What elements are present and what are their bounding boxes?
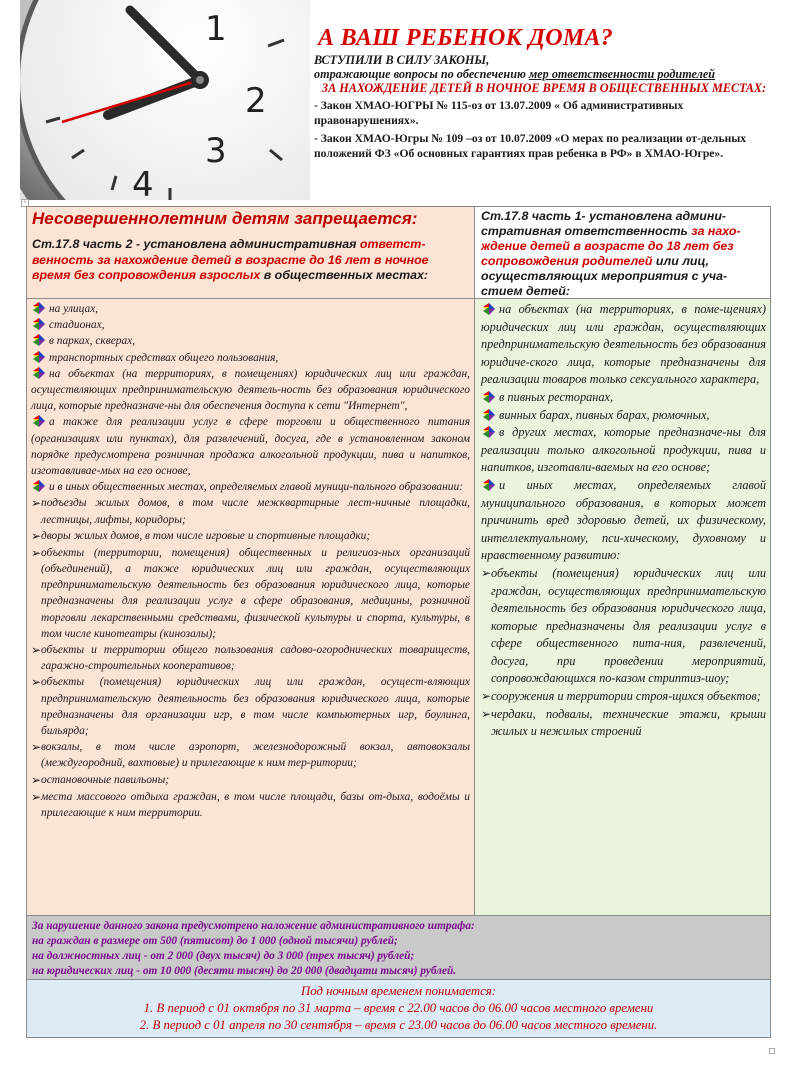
right-list-item [481,424,766,477]
left-list-item-text: транспортных средствах общего пользования, [49,351,279,364]
right-header [475,207,770,299]
right-list-item [481,389,766,407]
left-point-item [31,739,470,771]
arrowhead-icon: ➢ [31,528,42,543]
right-point-item [481,688,766,706]
night-period-2: 2. В период с 01 апреля по 30 сентября – время с 23.00 часов до 06.00 часов местного времени. [139,1018,658,1032]
left-point-item-text: дворы жилых домов, в том числе игровые и спортивные площадки; [41,529,371,542]
left-point-item [31,495,470,527]
left-list-item-text: на объектах (на территориях, в помещениях) юридических лиц или граждан, осуществляющих предпринимательскую деятель-ность без образования юридического лица, которые предназначе-ны для обеспечения доступа к сети "Интернет", [31,367,470,413]
left-list-item [31,414,470,479]
svg-text:1: 1 [205,9,227,49]
right-list-item [481,407,766,425]
left-intro-red: ответст-венность за нахождение детей в возрасте до 16 лет в ночное время без сопровождения взрослых [32,237,429,282]
right-list-item [481,301,766,389]
svg-text:3: 3 [205,131,227,171]
left-list-item [31,366,470,415]
arrow-bullet-icon [33,318,45,330]
header-line-2-text: отражающие вопросы по обеспечению [314,67,529,81]
left-list-item-text: а также для реализации услуг в сфере торговли и общественного питания (организациях или пунктах), для развлечений, досуга, где в установленном законом порядке предусмотрена розничная продажа алкогольной продукции, пива и напитков, изготавливае-мых на его основе, [31,416,470,478]
arrowhead-icon: ➢ [31,545,42,560]
arrow-bullet-icon [33,351,45,363]
law-2: - Закон ХМАО-Югры № 109 –оз от 10.07.2009 «О мерах по реализации от-дельных положений ФЗ «Об основных гарантиях прав ребенка в РФ» в ХМАО-Югре». [314,132,747,160]
arrow-bullet-icon [33,480,45,492]
header-line-3: ЗА НАХОЖДЕНИЕ ДЕТЕЙ В НОЧНОЕ ВРЕМЯ В ОБЩЕСТВЕННЫХ МЕСТАХ: [321,81,767,95]
left-point-item-text: объекты и территории общего пользования садово-огороднических товариществ, гаражно-строительных кооперативов; [41,644,470,673]
arrow-bullet-icon [483,303,495,315]
arrow-bullet-icon [483,391,495,403]
header-line-1: ВСТУПИЛИ В СИЛУ ЗАКОНЫ, [314,53,490,67]
arrow-bullet-icon [483,409,495,421]
fine-line-1: За нарушение данного закона предусмотрено наложение административного штрафа: [32,920,475,932]
left-list-item [31,333,470,349]
left-intro-a: Ст.17.8 часть 2 - установлена административная [32,237,360,251]
clock-illustration [20,0,310,200]
header [314,26,774,161]
left-point-item-text: объекты (помещения) юридических лиц или граждан, осущест-вляющих предпринимательскую деятельность без образования юридического лица, которые предназначены для организации игр, в том числе компьютерных игр, боулинга, бильярда; [41,676,470,738]
arrowhead-icon: ➢ [31,675,42,690]
responsibility-link: мер ответственности родителей [528,67,716,81]
night-period-1: 1. В период с 01 октября по 31 марта – время с 22.00 часов до 06.00 часов местного времени [143,1001,654,1015]
right-point-item-text: объекты (помещения) юридических лиц или граждан, осуществляющих предпринимательскую деятельность без образования юридического лица, которые предназначены для реализации услуг в сфере общественного пита-ния, развлечений, досуга, при проведении мероприятий, сопровождающихся по-казом стриптиз-шоу; [491,565,766,686]
left-header [27,207,475,299]
fine-line-4: на юридических лиц - от 10 000 (десяти тысяч) до 20 000 (двадцати тысяч) рублей. [32,965,457,977]
night-title: Под ночным временем понимается: [300,984,497,998]
left-list-item-text: на улицах, [49,303,99,315]
left-point-item-text: объекты (территории, помещения) общественных и религиоз-ных организаций (объединений), а также юридических лиц или граждан, осуществляющих предпринимательскую деятельность без образования юридического лица, которые предназначены для реализации услуг в сфере образования, медицины, розничной торговли лекарственными средствами, физической культуры и спорта, культуры, в том числе кинотеатры (кинозалы); [41,546,470,640]
arrowhead-icon: ➢ [31,740,42,755]
right-body [475,299,770,915]
fine-section [27,915,770,979]
law-1: - Закон ХМАО-ЮГРЫ № 115-оз от 13.07.2009 « Об административных правонарушениях». [314,99,684,127]
right-point-item-text: чердаки, подвалы, технические этажи, крыши жилых и нежилых строений [491,706,766,739]
right-intro-red: за нахо-ждение детей в возрасте до 18 лет без сопровождения родителей [481,224,741,268]
left-point-item-text: остановочные павильоны; [41,773,170,786]
right-list-item-text: и иных местах, определяемых главой муниципального образования, в которых может причинить вред здоровью детей, их физическому, интеллектуальному, пси-хическому, духовному и нравственному развитию: [481,477,766,563]
info-table [26,206,771,1038]
page-title: А ВАШ РЕБЕНОК ДОМА? [318,25,614,51]
right-list-item-text: винных барах, пивных барах, рюмочных, [499,407,710,422]
night-section [27,979,770,1037]
left-intro-b: в общественных местах: [260,268,429,282]
left-list-item [31,317,470,333]
arrowhead-icon: ➢ [481,706,492,721]
arrow-bullet-icon [33,302,45,314]
arrowhead-icon: ➢ [481,565,492,580]
right-intro-a: Ст.17.8 часть 1- установлена админи-стративная ответственность [481,209,727,238]
svg-text:2: 2 [245,81,267,121]
left-intro [32,237,469,284]
right-point-item [481,706,766,741]
header-line-2 [314,67,774,81]
left-point-item [31,642,470,674]
left-point-item [31,772,470,789]
arrow-bullet-icon [33,367,45,379]
left-list-item [31,350,470,366]
right-point-item [481,565,766,688]
left-list-item-text: стадионах, [49,319,105,332]
arrow-bullet-icon [33,334,45,346]
svg-text:4: 4 [132,165,154,200]
arrow-bullet-icon [483,479,495,491]
left-list-item [31,479,470,495]
arrow-bullet-icon [483,426,495,438]
left-point-item-text: вокзалы, в том числе аэропорт, железнодорожный вокзал, автовокзалы (междугородний, вахтовые) и прилегающие к ним тер-ритории; [41,741,470,770]
right-list-item-text: в других местах, которые предназначе-ны для реализации только алкогольной продукции, пива и напитков, изготавли-ваемых на его основе; [481,425,766,475]
right-intro-b: или лиц, осуществляющих мероприятия с уча-стием детей: [481,254,728,298]
table-resize-handle[interactable] [769,1048,775,1054]
left-point-item-text: подъезды жилых домов, в том числе межквартирные лест-ничные площадки, лестницы, лифты, коридоры; [41,497,470,526]
fine-line-3: на должностных лиц - от 2 000 (двух тысяч) до 3 000 (трех тысяч) рублей; [32,950,415,962]
left-point-item [31,789,470,821]
left-list-item [31,301,470,317]
left-point-item [31,545,470,642]
table-move-handle[interactable]: + [21,199,29,207]
right-list-item [481,477,766,565]
arrowhead-icon: ➢ [31,496,42,511]
arrowhead-icon: ➢ [481,689,492,704]
left-list-item-text: и в иных общественных местах, определяемых главой муници-пального образовании: [49,481,463,494]
arrow-bullet-icon [33,415,45,427]
right-list-item-text: на объектах (на территориях, в поме-щениях) юридических лиц или граждан, осуществляющих предпринимательскую деятельность без образования юридиче-ского лица, которые предназначены для реализации товаров только сексуального характера, [481,302,766,387]
left-point-item-text: места массового отдыха граждан, в том числе площади, базы от-дыха, водоёмы и прилегающие к ним территории. [41,790,470,819]
right-list-item-text: в пивных ресторанах, [499,389,614,404]
right-point-item-text: сооружения и территории строя-щихся объектов; [491,689,761,704]
arrowhead-icon: ➢ [31,643,42,658]
arrowhead-icon: ➢ [31,789,42,804]
left-list-item-text: в парках, скверах, [49,335,136,348]
left-point-item [31,674,470,739]
arrowhead-icon: ➢ [31,772,42,787]
fine-line-2: на граждан в размере от 500 (пятисот) до 1 000 (одной тысячи) рублей; [32,935,398,947]
left-body [27,299,475,915]
left-title: Несовершеннолетним детям запрещается: [32,209,418,228]
left-point-item [31,528,470,545]
